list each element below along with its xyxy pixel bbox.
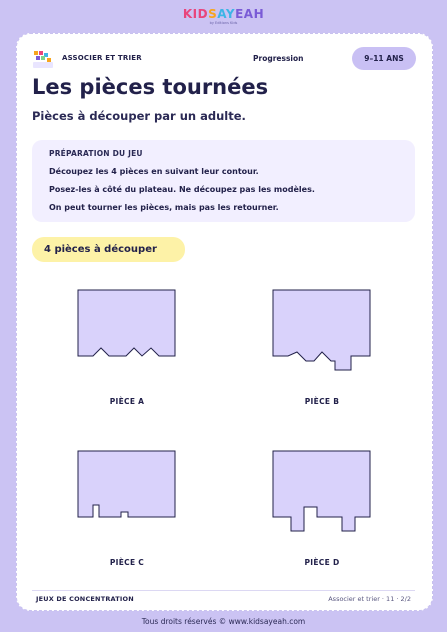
- logo-part-3: AY: [217, 7, 236, 21]
- piece-d-shape[interactable]: [273, 451, 370, 531]
- page-subtitle: Pièces à découper par un adulte.: [32, 109, 246, 123]
- piece-a-shape[interactable]: [78, 290, 175, 356]
- footer-divider: [32, 590, 415, 591]
- worksheet-card: [16, 33, 433, 611]
- age-badge: 9–11 ANS: [352, 47, 416, 70]
- logo-part-2: S: [208, 7, 218, 21]
- logo-part-1: KID: [182, 7, 209, 21]
- brand-logo: [0, 7, 447, 21]
- piece-a-label: PIÈCE A: [109, 397, 145, 406]
- preparation-line-2: Posez-les à côté du plateau. Ne découpez pas les modèles.: [49, 185, 315, 194]
- page-title: Les pièces tournées: [32, 75, 269, 99]
- copyright-notice[interactable]: Tous droits réservés © www.kidsayeah.com: [141, 617, 306, 626]
- category-label: ASSOCIER ET TRIER: [62, 54, 142, 62]
- preparation-line-1: Découpez les 4 pièces en suivant leur contour.: [49, 167, 259, 176]
- piece-c-label: PIÈCE C: [109, 558, 145, 567]
- progression-label: Progression: [253, 54, 304, 63]
- logo-part-4: EAH: [235, 7, 265, 21]
- pieces-canvas: [17, 34, 434, 594]
- preparation-title: PRÉPARATION DU JEU: [49, 149, 143, 158]
- piece-d-label: PIÈCE D: [304, 558, 340, 567]
- footer-page-info: Associer et trier · 11 · 2/2: [328, 595, 411, 603]
- logo-subtitle: by Editions Kids: [209, 21, 238, 25]
- piece-b-shape[interactable]: [273, 290, 370, 370]
- piece-c-shape[interactable]: [78, 451, 175, 517]
- footer-collection: JEUX DE CONCENTRATION: [36, 595, 134, 603]
- preparation-line-3: On peut tourner les pièces, mais pas les retourner.: [49, 203, 279, 212]
- pieces-count-badge: 4 pièces à découper: [32, 237, 185, 262]
- piece-b-label: PIÈCE B: [304, 397, 340, 406]
